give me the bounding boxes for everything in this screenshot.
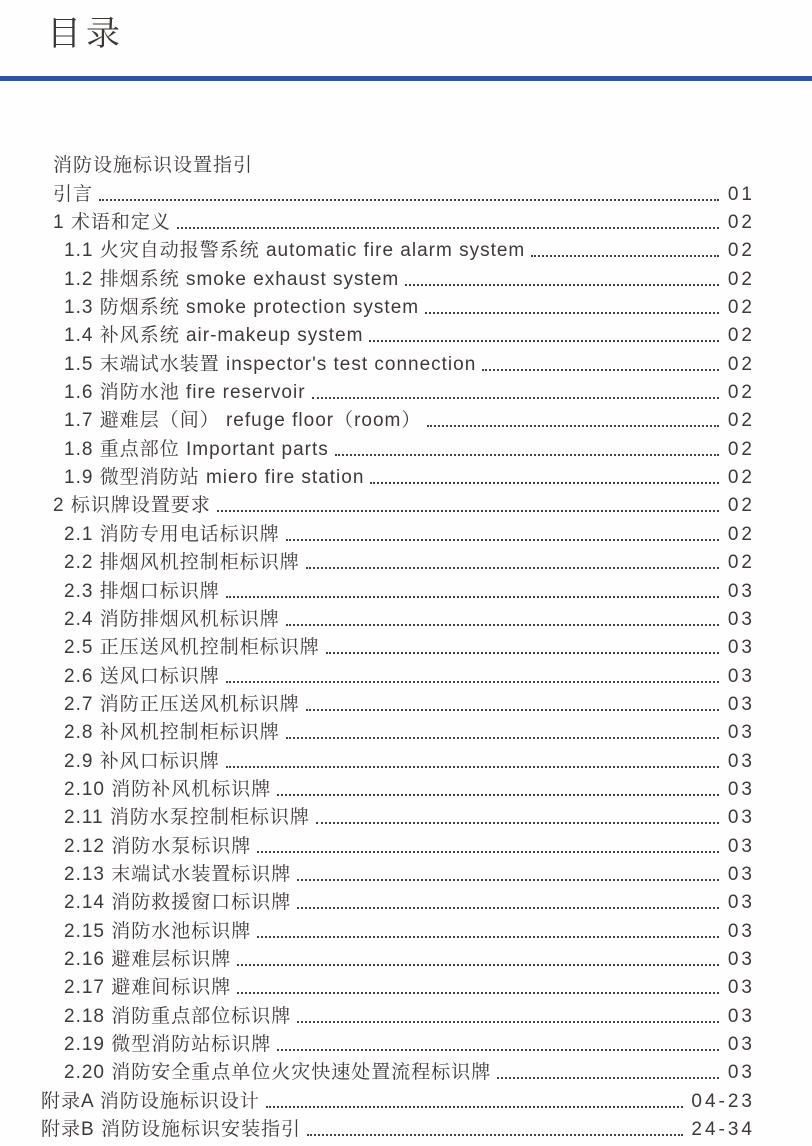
header-divider — [0, 76, 812, 81]
toc-entry-label: 消防设施标识设置指引 — [53, 155, 254, 177]
toc-entry-label: 1.9 微型消防站 miero fire station — [64, 467, 365, 489]
toc-entry-page: 02 — [727, 467, 755, 489]
dot-leader — [257, 851, 719, 853]
dot-leader — [497, 1077, 719, 1079]
toc-entry — [41, 973, 755, 1001]
toc-entry-label: 2.5 正压送风机控制柜标识牌 — [64, 637, 320, 659]
toc-entry-page: 03 — [727, 693, 755, 715]
toc-entry-label: 2.4 消防排烟风机标识牌 — [64, 608, 280, 630]
toc-entry-label: 2.6 送风口标识牌 — [64, 665, 220, 687]
toc-entry-label: 2.14 消防救援窗口标识牌 — [64, 892, 292, 914]
toc-entry-page: 02 — [727, 410, 755, 432]
toc-entry-page: 02 — [727, 353, 755, 375]
dot-leader — [99, 199, 719, 201]
toc-entry — [41, 775, 755, 803]
toc-entry-label: 2.3 排烟口标识牌 — [64, 580, 220, 602]
dot-leader — [405, 284, 719, 286]
toc-entry-label: 2.8 补风机控制柜标识牌 — [64, 722, 280, 744]
dot-leader — [306, 709, 719, 711]
toc-entry-page: 02 — [727, 438, 755, 460]
toc-entry-page: 24-34 — [691, 1119, 755, 1141]
toc-entry-label: 2.10 消防补风机标识牌 — [64, 778, 272, 800]
toc-entry-page: 03 — [727, 920, 755, 942]
toc-entry — [41, 491, 755, 519]
toc-entry-page: 03 — [727, 1062, 755, 1084]
toc-entry — [41, 690, 755, 718]
toc-entry — [41, 264, 755, 292]
toc-entry-label: 1.5 末端试水装置 inspector's test connection — [64, 353, 477, 375]
toc-entry — [41, 151, 755, 179]
dot-leader — [286, 737, 719, 739]
dot-leader — [425, 312, 719, 314]
toc-entry — [41, 1001, 755, 1029]
toc-entry — [41, 945, 755, 973]
toc-entry — [41, 1030, 755, 1058]
dot-leader — [277, 1049, 719, 1051]
toc-entry-label: 2.20 消防安全重点单位火灾快速处置流程标识牌 — [64, 1062, 492, 1084]
dot-leader — [277, 794, 719, 796]
toc-entry — [41, 548, 755, 576]
toc-entry-page: 03 — [727, 863, 755, 885]
toc-entry-page: 03 — [727, 665, 755, 687]
toc-entry-page: 02 — [727, 382, 755, 404]
dot-leader — [312, 397, 719, 399]
toc-entry — [41, 661, 755, 689]
toc-entry-label: 附录A 消防设施标识设计 — [41, 1090, 260, 1112]
dot-leader — [177, 227, 719, 229]
toc-entry — [41, 236, 755, 264]
toc-entry-label: 2.1 消防专用电话标识牌 — [64, 523, 280, 545]
toc-entry-page: 03 — [727, 977, 755, 999]
toc-entry-page: 02 — [727, 268, 755, 290]
dot-leader — [286, 539, 719, 541]
toc-entry — [41, 519, 755, 547]
toc-entry-label: 2.9 补风口标识牌 — [64, 750, 220, 772]
toc-entry-label: 2.18 消防重点部位标识牌 — [64, 1005, 292, 1027]
toc-entry-label: 1.6 消防水池 fire reservoir — [64, 382, 306, 404]
toc-entry-label: 2.13 末端试水装置标识牌 — [64, 863, 292, 885]
toc-entry-label: 附录B 消防设施标识安装指引 — [41, 1119, 301, 1141]
toc-entry-page: 02 — [727, 325, 755, 347]
toc-entry-label: 2.2 排烟风机控制柜标识牌 — [64, 552, 300, 574]
toc-entry-label: 2.15 消防水池标识牌 — [64, 920, 252, 942]
toc-entry — [41, 293, 755, 321]
toc-entry — [41, 1115, 755, 1143]
toc-entry-page: 03 — [727, 722, 755, 744]
dot-leader — [297, 1021, 719, 1023]
toc-entry — [41, 179, 755, 207]
toc-entry — [41, 633, 755, 661]
toc-entry-label: 2.16 避难层标识牌 — [64, 948, 232, 970]
toc-entry — [41, 1058, 755, 1086]
dot-leader — [316, 822, 719, 824]
toc-entry-page: 01 — [727, 183, 755, 205]
toc-entry-page: 04-23 — [691, 1090, 755, 1112]
toc-entry — [41, 406, 755, 434]
toc-entry-page: 03 — [727, 580, 755, 602]
toc-entry — [41, 208, 755, 236]
toc-entry-label: 2.11 消防水泵控制柜标识牌 — [64, 807, 310, 829]
dot-leader — [306, 567, 719, 569]
toc-entry-page: 03 — [727, 948, 755, 970]
toc-entry — [41, 1086, 755, 1114]
toc-entry — [41, 605, 755, 633]
dot-leader — [266, 1106, 683, 1108]
toc-entry-label: 1.8 重点部位 Important parts — [64, 438, 329, 460]
toc-entry-label: 1 术语和定义 — [53, 212, 171, 234]
toc-entry-label: 2 标识牌设置要求 — [53, 495, 211, 517]
toc-entry — [41, 718, 755, 746]
toc-entry — [41, 434, 755, 462]
toc-entry-page: 03 — [727, 778, 755, 800]
toc-entry-label: 2.12 消防水泵标识牌 — [64, 835, 252, 857]
toc-entry-label: 2.19 微型消防站标识牌 — [64, 1034, 272, 1055]
toc-entry-page: 02 — [727, 212, 755, 234]
toc-entry-page: 03 — [727, 1005, 755, 1027]
toc-entry — [41, 831, 755, 859]
dot-leader — [482, 369, 719, 371]
toc-entry-label: 2.7 消防正压送风机标识牌 — [64, 693, 300, 715]
toc-entry-label: 1.7 避难层（间） refuge floor（room） — [64, 410, 422, 432]
dot-leader — [286, 624, 719, 626]
toc-entry-page: 03 — [727, 608, 755, 630]
toc-entry-label: 引言 — [53, 183, 94, 205]
toc-entry-page: 03 — [727, 835, 755, 857]
toc-entry — [41, 888, 755, 916]
dot-leader — [307, 1134, 683, 1136]
toc-entry-page: 02 — [727, 297, 755, 319]
toc-entry-label: 1.2 排烟系统 smoke exhaust system — [64, 268, 400, 290]
toc-entry-page: 03 — [727, 750, 755, 772]
toc-entry-label: 1.3 防烟系统 smoke protection system — [64, 297, 420, 319]
dot-leader — [297, 907, 719, 909]
dot-leader — [226, 681, 719, 683]
dot-leader — [297, 879, 719, 881]
toc-entry — [41, 378, 755, 406]
dot-leader — [217, 510, 719, 512]
toc-entry — [41, 349, 755, 377]
toc-entry — [41, 576, 755, 604]
dot-leader — [335, 454, 719, 456]
dot-leader — [237, 992, 719, 994]
dot-leader — [370, 482, 719, 484]
toc-entry-page: 03 — [727, 892, 755, 914]
dot-leader — [226, 766, 719, 768]
toc-entry — [41, 321, 755, 349]
toc-entry — [41, 916, 755, 944]
toc-entry-page: 02 — [727, 552, 755, 574]
toc-entry-page: 03 — [727, 637, 755, 659]
toc-entry — [41, 746, 755, 774]
toc-entry — [41, 463, 755, 491]
toc-entry-page: 02 — [727, 523, 755, 545]
dot-leader — [326, 652, 719, 654]
toc-list — [41, 151, 755, 1143]
toc-entry-page: 02 — [727, 495, 755, 517]
toc-entry-page: 03 — [727, 807, 755, 829]
toc-entry — [41, 803, 755, 831]
dot-leader — [257, 936, 719, 938]
dot-leader — [531, 255, 719, 257]
toc-entry — [41, 860, 755, 888]
toc-entry-page: 02 — [727, 240, 755, 262]
dot-leader — [237, 964, 719, 966]
toc-entry-label: 1.1 火灾自动报警系统 automatic fire alarm system — [64, 240, 526, 262]
page-title: 目录 — [47, 15, 125, 53]
dot-leader — [369, 340, 719, 342]
toc-entry-label: 2.17 避难间标识牌 — [64, 977, 232, 999]
dot-leader — [427, 425, 719, 427]
toc-entry-page: 03 — [727, 1034, 755, 1055]
dot-leader — [226, 596, 719, 598]
toc-entry-label: 1.4 补风系统 air-makeup system — [64, 325, 364, 347]
